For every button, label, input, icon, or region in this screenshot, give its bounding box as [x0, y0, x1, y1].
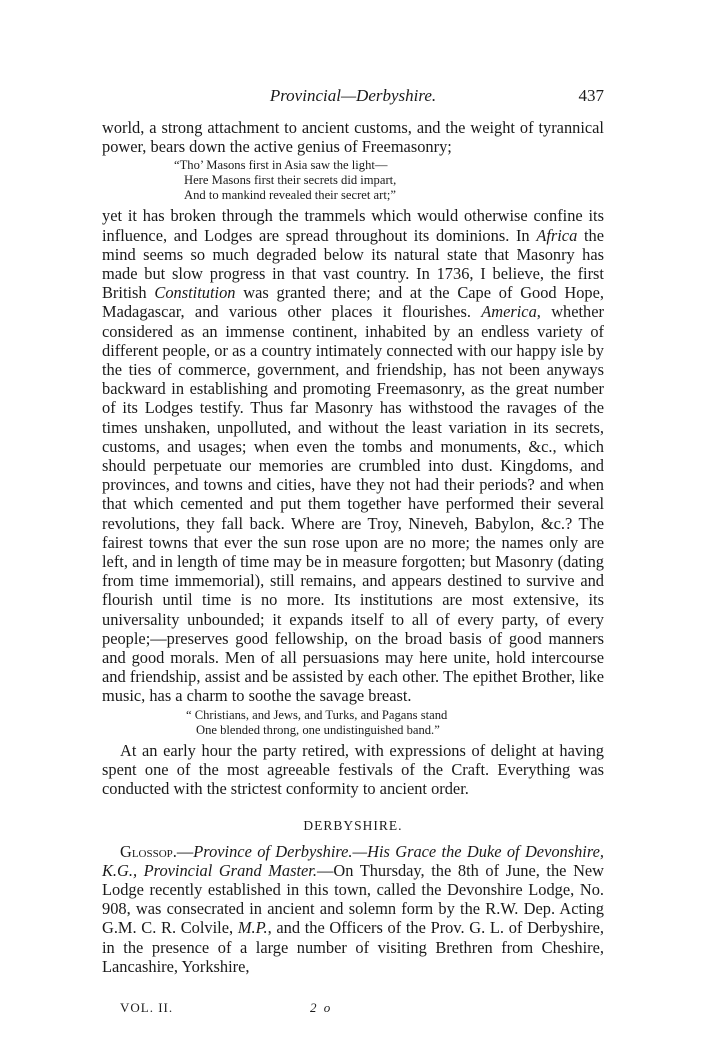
text-run: —On Thursday, the 8th of June, the New Lodge recently established in this town, called the Devonshire Lodge, No. 908, was consecrated in ancient and solemn form by the R.W. Dep. Acting G.M. C. R. Colvile, — [102, 860, 605, 938]
italic-province: Province of Derbyshire.—His Grace the Duke of Devonshire, K.G., Provincial Grand Master. — [102, 841, 604, 880]
running-title: Provincial—Derbyshire. — [269, 86, 437, 105]
page-number: 437 — [578, 86, 604, 105]
text-run: yet it has broken through the trammels which would otherwise confine its influence, and Lodges are spread throughout its dominions. In — [102, 206, 604, 245]
page-footer — [120, 1000, 400, 1018]
text-run: the mind seems so much degraded below its natural state that Masonry has made but slow progress in that vast country. In 1736, I believe, the first British — [102, 225, 604, 303]
section-heading-derbyshire: DERBYSHIRE. — [303, 818, 403, 834]
text-run: , and the Officers of the Prov. G. L. of Derbyshire, in the presence of a large number of visiting Brethren from Cheshire, Lancashire, Yorkshire, — [102, 918, 604, 976]
italic-constitution: Constitution — [154, 283, 236, 303]
body-text — [102, 118, 604, 976]
verse-line: And to mankind revealed their secret art;” — [184, 188, 396, 203]
verse-line: One blended throng, one undistinguished band.” — [196, 722, 440, 737]
italic-africa: Africa — [536, 225, 578, 245]
paragraph-opening — [102, 118, 604, 156]
italic-mp: M.P. — [237, 918, 268, 938]
text-run: , whether considered as an immense continent, inhabited by an endless variety of different people, or as a country intimately connected with our happy isle by the ties of commerce, government, and friendship, has not been anyways backward in establishing and promoting Freemasonry, as the great number of its Lodges testify. Thus far Masonry has withstood the ravages of the times unshaken, unpolluted, and without the least variation in its secrets, customs, and usages; when even the tombs and monuments, &c., which should perpetuate our memories are crumbled into dust. Kingdoms, and provinces, and towns and cities, have they not had their periods? and when that which cemented and put them together have performed their several revolutions, they fall back. Where are Troy, Nineveh, Babylon, &c.? The fairest towns that ever the sun rose upon are no more; the names only are left, and in length of time may be in measure forgotten; but Masonry (dating from time immemorial), still remains, and appears destined to survive and flourish until time is no more. Its institutions are most extensive, its universality unbounded; it expands itself to all of every party, of every people;—preserves good fellowship, on the broad basis of good manners and good morals. Men of all persuasions may here unite, hold intercourse and friendship, assist and be assisted by each other. The epithet Brother, like music, has a charm to soothe the savage breast. — [102, 302, 604, 706]
paragraph-glossop — [102, 842, 604, 976]
volume-label: VOL. II. — [120, 1000, 174, 1015]
text-run: — — [176, 841, 194, 861]
running-head — [102, 86, 604, 108]
paragraph-party-retired-text: At an early hour the party retired, with expressions of delight at having spent one of the most agreeable festivals of the Craft. Everything was conducted with the strictest conformity to ancient order. — [102, 740, 604, 799]
paragraph-freemasonry-spread — [102, 206, 604, 705]
verse-line: Here Masons first their secrets did impart, — [184, 173, 397, 188]
verse-quotation-masons — [102, 158, 604, 203]
text-run: was granted there; and at the Cape of Good Hope, Madagascar, and various other places it flourishes. — [102, 283, 604, 322]
paragraph-opening-text: world, a strong attachment to ancient customs, and the weight of tyrannical power, bears down the active genius of Freemasonry; — [102, 118, 604, 157]
verse-line: “Tho’ Masons first in Asia saw the light— — [174, 158, 388, 173]
verse-line: “ Christians, and Jews, and Turks, and Pagans stand — [186, 707, 448, 722]
verse-quotation-christians — [102, 708, 604, 738]
italic-america: America — [481, 302, 537, 322]
signature-mark: 2 o — [310, 1000, 333, 1015]
place-name-glossop: Glossop. — [120, 841, 177, 861]
paragraph-party-retired — [102, 741, 604, 799]
